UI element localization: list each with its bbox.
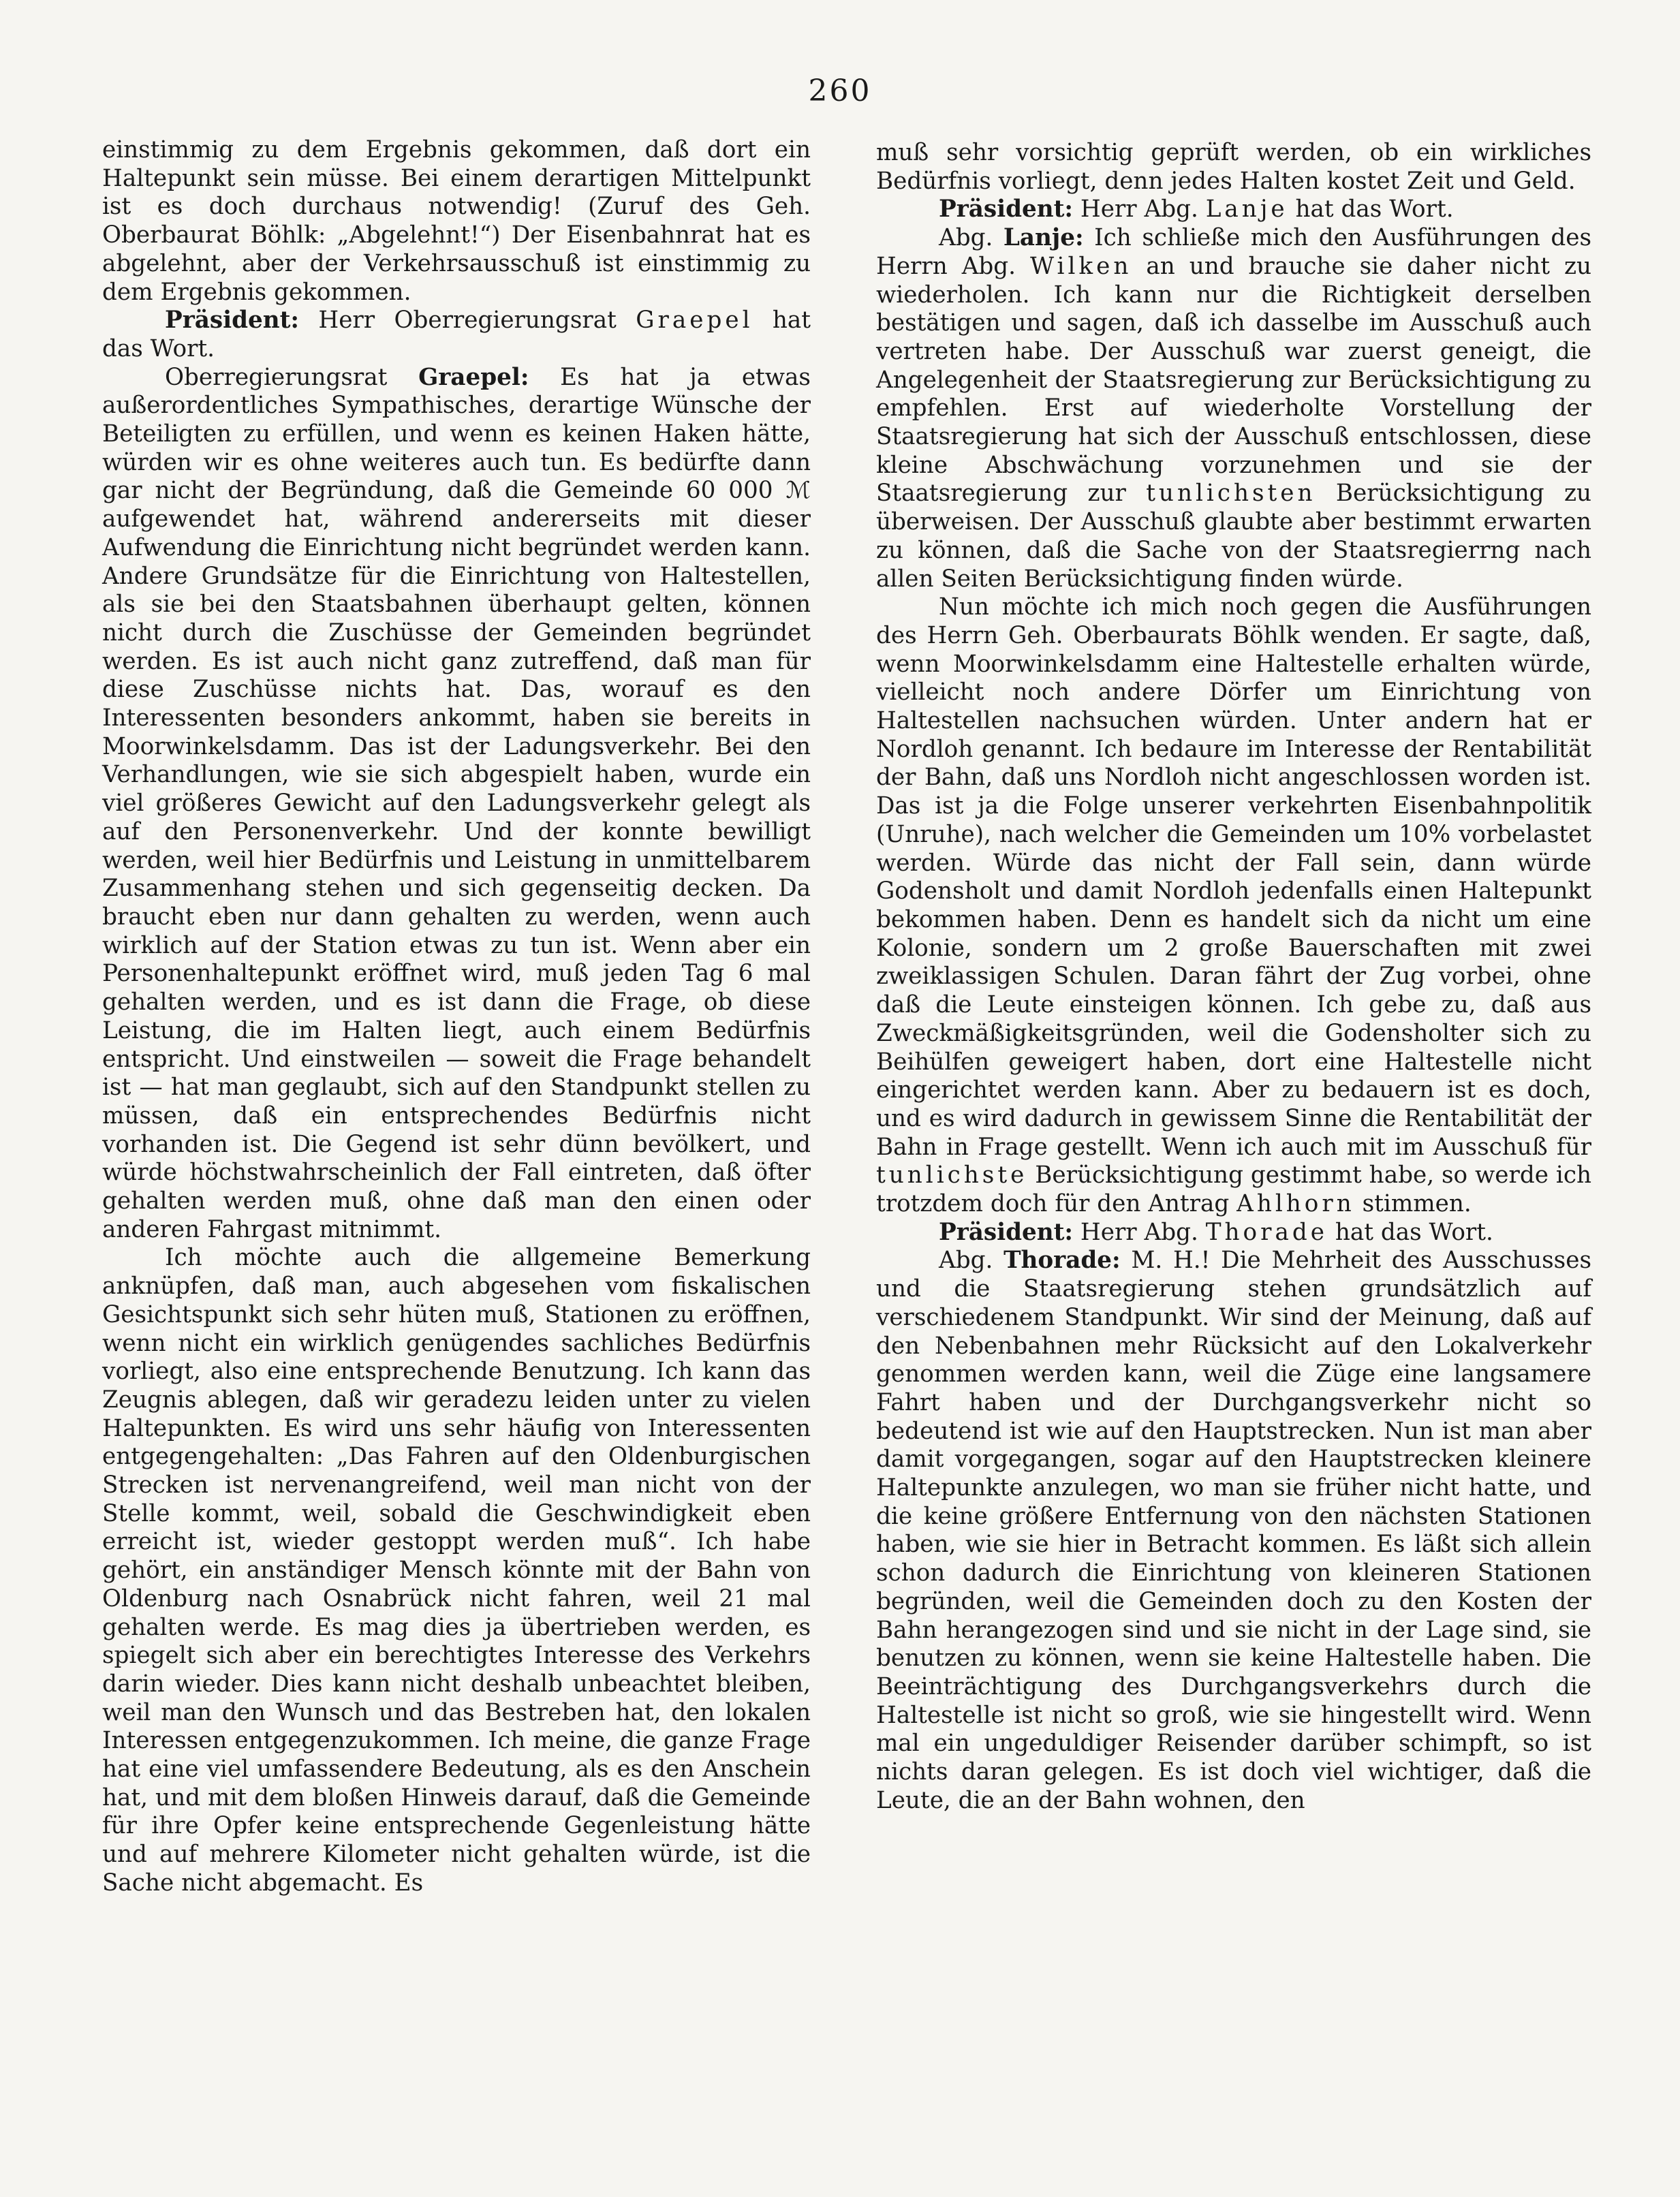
speaker-label: Präsident: bbox=[165, 307, 300, 334]
left-column bbox=[102, 136, 811, 1898]
paragraph: Abg. Thorade: M. H.! Die Mehrheit des Ausschusses und die Staatsregierung stehen grundsätzlich auf verschiedenem Standpunkt. Wir sind der Meinung, daß auf den Nebenbahnen mehr Rücksicht auf den Lokalverkehr genommen werden kann, weil die Züge eine langsamere Fahrt haben und der Durchgangsverkehr nicht so bedeutend ist wie auf den Hauptstrecken. Nun ist man aber damit vorgegangen, sogar auf den Hauptstrecken kleinere Haltepunkte anzulegen, wo man sie früher nicht hatte, und die keine größere Entfernung von den nächsten Stationen haben, wie sie hier in Betracht kommen. Es läßt sich allein schon dadurch die Einrichtung von kleineren Stationen begründen, weil die Gemeinden doch zu den Kosten der Bahn herangezogen sind und sie nicht in der Lage sind, sie benutzen zu können, wenn sie keine Haltestelle haben. Die Beeinträchtigung des Durchgangsverkehrs durch die Haltestelle ist nicht so groß, wie sie hingestellt wird. Wenn mal ein ungeduldiger Reisender darüber schimpft, so ist nichts daran gelegen. Es ist doch viel wichtiger, daß die Leute, die an der Bahn wohnen, den bbox=[876, 1247, 1591, 1814]
speaker-name: Thorade bbox=[1205, 1218, 1328, 1246]
page-number: 260 bbox=[808, 74, 872, 108]
paragraph: einstimmig zu dem Ergebnis gekommen, daß dort ein Haltepunkt sein müsse. Bei einem derartigen Mittelpunkt ist es doch durchaus notwendig! (Zuruf des Geh. Oberbaurat Böhlk: „Abgelehnt!“) Der Eisenbahnrat hat es abgelehnt, aber der Verkehrsausschuß ist einstimmig zu dem Ergebnis gekommen. bbox=[102, 136, 811, 306]
speaker-label: Präsident: bbox=[939, 1218, 1074, 1246]
speaker-label: Präsident: bbox=[939, 196, 1074, 223]
paragraph: muß sehr vorsichtig geprüft werden, ob ein wirkliches Bedürfnis vorliegt, denn jedes Halten kostet Zeit und Geld. bbox=[876, 139, 1591, 195]
person-name: Ahlhorn bbox=[1236, 1190, 1355, 1218]
speaker-label: Graepel: bbox=[418, 363, 529, 391]
paragraph: Ich möchte auch die allgemeine Bemerkung anknüpfen, daß man, auch abgesehen vom fiskalischen Gesichtspunkt sich sehr hüten muß, Stationen zu eröffnen, wenn nicht ein wirklich genügendes sachliches Bedürfnis vorliegt, also eine entsprechende Benutzung. Ich kann das Zeugnis ablegen, daß wir geradezu leiden unter zu vielen Haltepunkten. Es wird uns sehr häufig von Interessenten entgegengehalten: „Das Fahren auf den Oldenburgischen Strecken ist nervenangreifend, weil man nicht von der Stelle kommt, weil, sobald die Geschwindigkeit eben erreicht ist, wieder gestoppt werden muß“. Ich habe gehört, ein anständiger Mensch könnte mit der Bahn von Oldenburg nach Osnabrück nicht fahren, weil 21 mal gehalten werde. Es mag dies ja übertrieben werden, es spiegelt sich aber ein berechtigtes Interesse des Verkehrs darin wieder. Dies kann nicht deshalb unbeachtet bleiben, weil man den Wunsch und das Bestreben hat, den lokalen Interessen entgegenzukommen. Ich meine, die ganze Frage hat eine viel umfassendere Bedeutung, als es den Anschein hat, und mit dem bloßen Hinweis darauf, daß die Gemeinde für ihre Opfer keine entsprechende Gegenleistung hätte und auf mehrere Kilometer nicht gehalten würde, ist die Sache nicht abgemacht. Es bbox=[102, 1244, 811, 1897]
paragraph: Präsident: Herr Abg. Lanje hat das Wort. bbox=[939, 196, 1454, 223]
emphasis: tunlichste bbox=[876, 1162, 1028, 1189]
paragraph: Nun möchte ich mich noch gegen die Ausführungen des Herrn Geh. Oberbaurats Böhlk wenden. Er sagte, daß, wenn Moorwinkelsdamm eine Haltestelle erhalten würde, vielleicht noch andere Dörfer um Einrichtung von Haltestellen nachsuchen würden. Unter andern hat er Nordloh genannt. Ich bedaure im Interesse der Rentabilität der Bahn, daß uns Nordloh nicht angeschlossen worden ist. Das ist ja die Folge unserer verkehrten Eisenbahnpolitik (Unruhe), nach welcher die Gemeinden um 10% vorbelastet werden. Würde das nicht der Fall sein, dann würde Godensholt und damit Nordloh jedenfalls einen Haltepunkt bekommen haben. Denn es handelt sich da nicht um eine Kolonie, sondern um 2 große Bauerschaften mit zwei zweiklassigen Schulen. Daran fährt der Zug vorbei, ohne daß die Leute einsteigen können. Ich gebe zu, daß aus Zweckmäßigkeitsgründen, weil die Godensholter sich zu Beihülfen geweigert haben, dort eine Haltestelle nicht eingerichtet werden kann. Aber zu bedauern ist es doch, und es wird dadurch in gewissem Sinne die Rentabilität der Bahn in Frage gestellt. Wenn ich auch mit im Ausschuß für tunlichste Berücksichtigung gestimmt habe, so werde ich trotzdem doch für den Antrag Ahlhorn stimmen. bbox=[876, 593, 1591, 1218]
emphasis: tunlichsten bbox=[1146, 480, 1316, 508]
speaker-name: Graepel bbox=[636, 307, 753, 334]
person-name: Wilken bbox=[1030, 252, 1132, 280]
paragraph: Präsident: Herr Oberregierungsrat Graepel hat das Wort. bbox=[102, 307, 811, 362]
paragraph: Abg. Lanje: Ich schließe mich den Ausführungen des Herrn Abg. Wilken an und brauche sie daher nicht zu wiederholen. Ich kann nur die Richtigkeit derselben bestätigen und sagen, daß ich dasselbe im Ausschuß auch vertreten habe. Der Ausschuß war zuerst geneigt, die Angelegenheit der Staatsregierung zur Berücksichtigung zu empfehlen. Erst auf wiederholte Vorstellung der Staatsregierung hat sich der Ausschuß entschlossen, diese kleine Abschwächung vorzunehmen und sie der Staatsregierung zur tunlichsten Berücksichtigung zu überweisen. Der Ausschuß glaubte aber bestimmt erwarten zu können, daß die Sache von der Staatsregierrng nach allen Seiten Berücksichtigung finden würde. bbox=[876, 224, 1592, 593]
paragraph: Präsident: Herr Abg. Thorade hat das Wort. bbox=[939, 1218, 1493, 1246]
speaker-name: Lanje bbox=[1205, 196, 1288, 223]
right-column bbox=[876, 139, 1591, 1815]
speaker-label: Thorade: bbox=[1004, 1247, 1121, 1275]
speaker-label: Lanje: bbox=[1003, 224, 1084, 252]
paragraph: Oberregierungsrat Graepel: Es hat ja etwas außerordentliches Sympathisches, derartige Wünsche der Beteiligten zu erfüllen, und wenn es keinen Haken hätte, würden wir es ohne weiteres auch tun. Es bedürfte dann gar nicht der Begründung, daß die Gemeinde 60 000 ℳ aufgewendet hat, während andererseits mit dieser Aufwendung die Einrichtung nicht begründet werden kann. Andere Grundsätze für die Einrichtung von Haltestellen, als sie bei den Staatsbahnen überhaupt gelten, können nicht durch die Zuschüsse der Gemeinden begründet werden. Es ist auch nicht ganz zutreffend, daß man für diese Zuschüsse nichts hat. Das, worauf es den Interessenten besonders ankommt, haben sie bereits in Moorwinkelsdamm. Das ist der Ladungsverkehr. Bei den Verhandlungen, wie sie sich abgespielt haben, wurde ein viel größeres Gewicht auf den Ladungsverkehr gelegt als auf den Personenverkehr. Und der konnte bewilligt werden, weil hier Bedürfnis und Leistung in unmittelbarem Zusammenhang stehen und sich gegenseitig decken. Da braucht eben nur dann gehalten zu werden, wenn auch wirklich auf der Station etwas zu tun ist. Wenn aber ein Personenhaltepunkt eröffnet wird, muß jeden Tag 6 mal gehalten werden, und es ist dann die Frage, ob diese Leistung, die im Halten liegt, auch einem Bedürfnis entspricht. Und einstweilen — soweit die Frage behandelt ist — hat man geglaubt, sich auf den Standpunkt stellen zu müssen, daß ein entsprechendes Bedürfnis nicht vorhanden ist. Die Gegend ist sehr dünn bevölkert, und würde höchstwahrscheinlich der Fall eintreten, daß öfter gehalten werden muß, ohne daß man den einen oder anderen Fahrgast mitnimmt. bbox=[102, 363, 811, 1243]
